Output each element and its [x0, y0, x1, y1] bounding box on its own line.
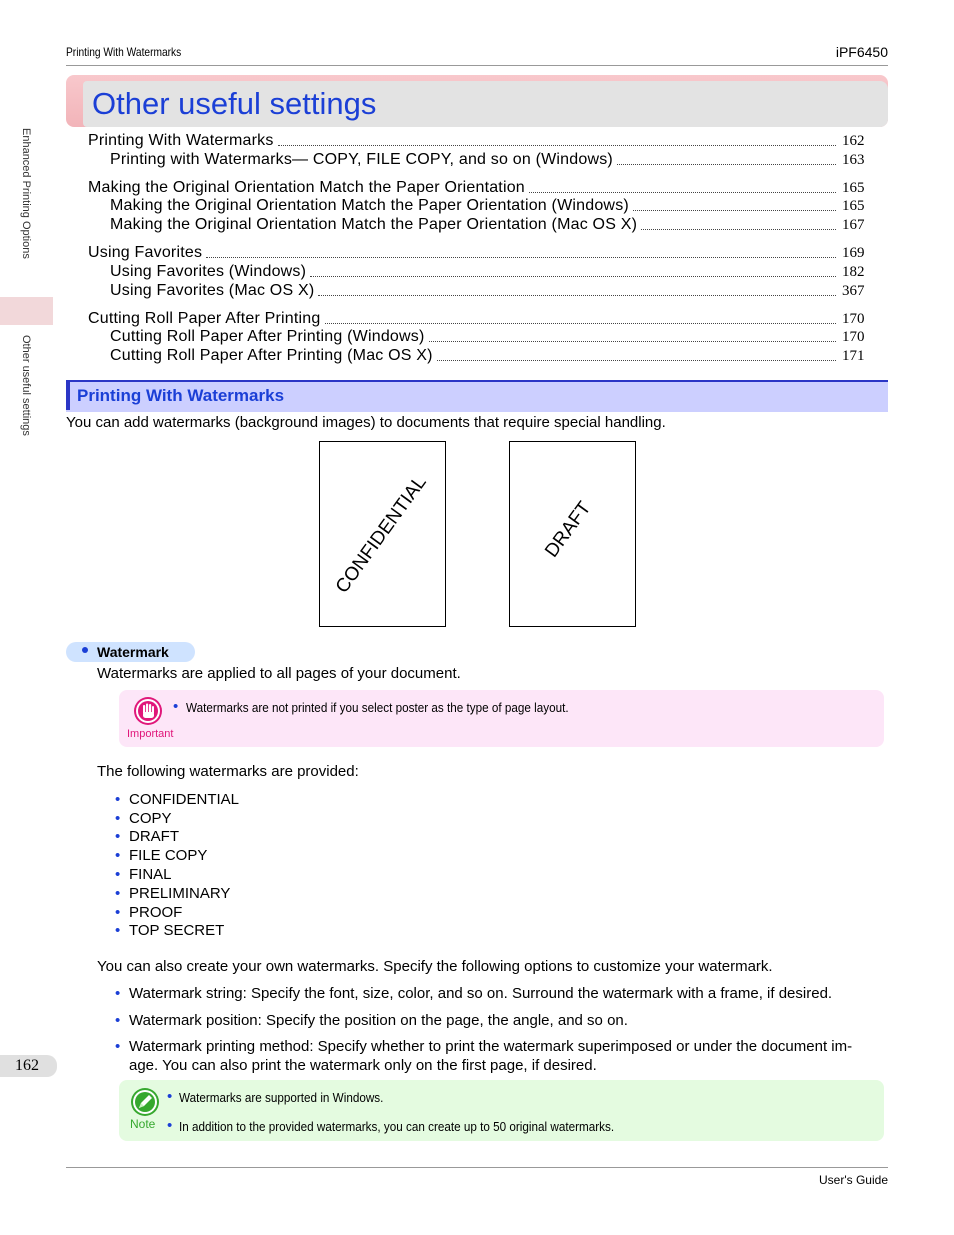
toc-entry[interactable]	[110, 262, 866, 281]
important-callout	[119, 690, 884, 747]
provided-intro: The following watermarks are provided:	[97, 763, 359, 780]
list-item-text: Watermark printing method: Specify whether to print the watermark superimposed or under the document im-	[129, 1038, 853, 1055]
toc-entry-page: 169	[842, 245, 865, 261]
sample-page-confidential	[319, 441, 446, 627]
bullet-icon: •	[115, 791, 121, 808]
list-item	[115, 1012, 628, 1029]
toc-entry-page: 170	[842, 329, 865, 345]
list-item-text: DRAFT	[129, 828, 179, 845]
hand-stop-icon	[134, 697, 162, 725]
bullet-icon: •	[115, 904, 121, 921]
list-item-text: CONFIDENTIAL	[129, 791, 240, 808]
bullet-icon: •	[115, 922, 121, 939]
toc-leader	[633, 210, 836, 211]
list-item	[115, 922, 224, 939]
toc-entry-title: Making the Original Orientation Match the Paper Orientation	[88, 179, 525, 196]
bullet-icon: •	[167, 1117, 173, 1134]
important-label: Important	[127, 728, 174, 740]
footer-guide-name: User's Guide	[819, 1173, 888, 1187]
toc-entry-page: 167	[842, 217, 865, 233]
toc-entry-title: Making the Original Orientation Match the Paper Orientation (Windows)	[110, 197, 629, 214]
toc-leader	[617, 164, 836, 165]
subheading-watermark: Watermark	[97, 644, 169, 660]
toc-entry-title: Cutting Roll Paper After Printing (Windows)	[110, 328, 425, 345]
bullet-icon: •	[115, 828, 121, 845]
note-text: Watermarks are supported in Windows.	[179, 1090, 384, 1105]
watermark-description: Watermarks are applied to all pages of your document.	[97, 665, 461, 682]
pencil-icon	[131, 1088, 159, 1116]
page-number: 162	[15, 1057, 39, 1074]
list-item	[115, 985, 832, 1002]
watermark-sample-text: CONFIDENTIAL	[331, 472, 431, 598]
toc-leader	[429, 341, 837, 342]
list-item	[115, 828, 179, 845]
list-item-text: PRELIMINARY	[129, 885, 231, 902]
list-item-text: Watermark string: Specify the font, size, color, and so on. Surround the watermark with a frame, if desired.	[129, 985, 833, 1002]
toc-entry[interactable]	[110, 346, 866, 365]
section-intro: You can add watermarks (background images) to documents that require special handling.	[66, 414, 666, 431]
toc-entry-title: Using Favorites	[88, 244, 203, 261]
list-item	[115, 1038, 852, 1055]
toc-entry[interactable]	[110, 215, 866, 234]
bullet-icon: •	[115, 985, 121, 1002]
toc-entry-page: 162	[842, 133, 865, 149]
list-item-text: FILE COPY	[129, 847, 208, 864]
important-text: Watermarks are not printed if you select poster as the type of page layout.	[186, 700, 569, 715]
list-item	[115, 885, 230, 902]
section-title: Printing With Watermarks	[77, 386, 285, 405]
toc-entry-title: Making the Original Orientation Match the Paper Orientation (Mac OS X)	[110, 216, 638, 233]
note-text: In addition to the provided watermarks, you can create up to 50 original watermarks.	[179, 1119, 615, 1134]
side-tab-highlight	[0, 297, 53, 325]
side-tab-other-settings: Other useful settings	[20, 335, 32, 436]
toc-entry-title: Cutting Roll Paper After Printing	[88, 310, 321, 327]
sample-page-draft	[509, 441, 636, 627]
toc-leader	[529, 192, 836, 193]
toc-entry-title: Using Favorites (Windows)	[110, 263, 307, 280]
list-item-text: PROOF	[129, 904, 183, 921]
toc-entry-page: 170	[842, 311, 865, 327]
custom-intro: You can also create your own watermarks. Specify the following options to customize your watermark.	[97, 958, 773, 975]
toc-entry-page: 367	[842, 283, 865, 299]
list-item	[115, 866, 172, 883]
toc-entry[interactable]	[110, 281, 866, 300]
toc-entry-title: Printing With Watermarks	[88, 132, 274, 149]
toc-entry-title: Cutting Roll Paper After Printing (Mac OS X)	[110, 347, 433, 364]
toc-entry-page: 182	[842, 264, 865, 280]
list-item	[115, 791, 239, 808]
bullet-icon: •	[115, 866, 121, 883]
toc-entry[interactable]	[110, 196, 866, 215]
toc-leader	[641, 229, 836, 230]
toc-entry-page: 163	[842, 152, 865, 168]
list-item	[115, 847, 207, 864]
bullet-icon: •	[115, 847, 121, 864]
header-divider	[66, 65, 888, 66]
bullet-icon: •	[115, 810, 121, 827]
toc-entry-title: Printing with Watermarks— COPY, FILE COPY, and so on (Windows)	[110, 151, 613, 168]
toc-leader	[310, 276, 836, 277]
bullet-icon: •	[115, 885, 121, 902]
toc-leader	[325, 323, 837, 324]
toc-entry[interactable]	[88, 131, 866, 150]
toc-leader	[318, 295, 836, 296]
toc-entry-page: 171	[842, 348, 865, 364]
list-item	[115, 904, 182, 921]
side-tab-enhanced-printing: Enhanced Printing Options	[20, 128, 32, 259]
list-item-text: TOP SECRET	[129, 922, 225, 939]
bullet-icon: •	[115, 1012, 121, 1029]
list-item-text: COPY	[129, 810, 172, 827]
bullet-icon: •	[167, 1088, 173, 1105]
toc-leader	[278, 145, 836, 146]
note-label: Note	[130, 1117, 156, 1131]
bullet-icon	[82, 647, 88, 653]
toc-leader	[206, 257, 836, 258]
toc-entry-page: 165	[842, 180, 865, 196]
bullet-icon: •	[173, 698, 179, 715]
toc-leader	[437, 360, 836, 361]
list-item-text: FINAL	[129, 866, 172, 883]
watermark-sample-text: DRAFT	[541, 497, 596, 562]
toc-entry-title: Using Favorites (Mac OS X)	[110, 282, 315, 299]
toc-entry[interactable]	[88, 309, 866, 328]
section-heading-accent	[66, 382, 70, 410]
bullet-icon: •	[115, 1038, 121, 1055]
toc-entry-page: 165	[842, 198, 865, 214]
list-item-continuation: age. You can also print the watermark only on the first page, if desired.	[129, 1057, 597, 1074]
list-item-text: Watermark position: Specify the position on the page, the angle, and so on.	[129, 1012, 628, 1029]
toc-entry[interactable]	[88, 178, 866, 197]
footer-divider	[66, 1167, 888, 1168]
running-header-left: Printing With Watermarks	[66, 45, 182, 59]
toc-entry[interactable]	[110, 327, 866, 346]
toc-entry[interactable]	[88, 243, 866, 262]
running-header-right: iPF6450	[835, 44, 888, 60]
list-item	[115, 810, 172, 827]
toc-entry[interactable]	[110, 150, 866, 169]
page-title: Other useful settings	[92, 86, 377, 121]
